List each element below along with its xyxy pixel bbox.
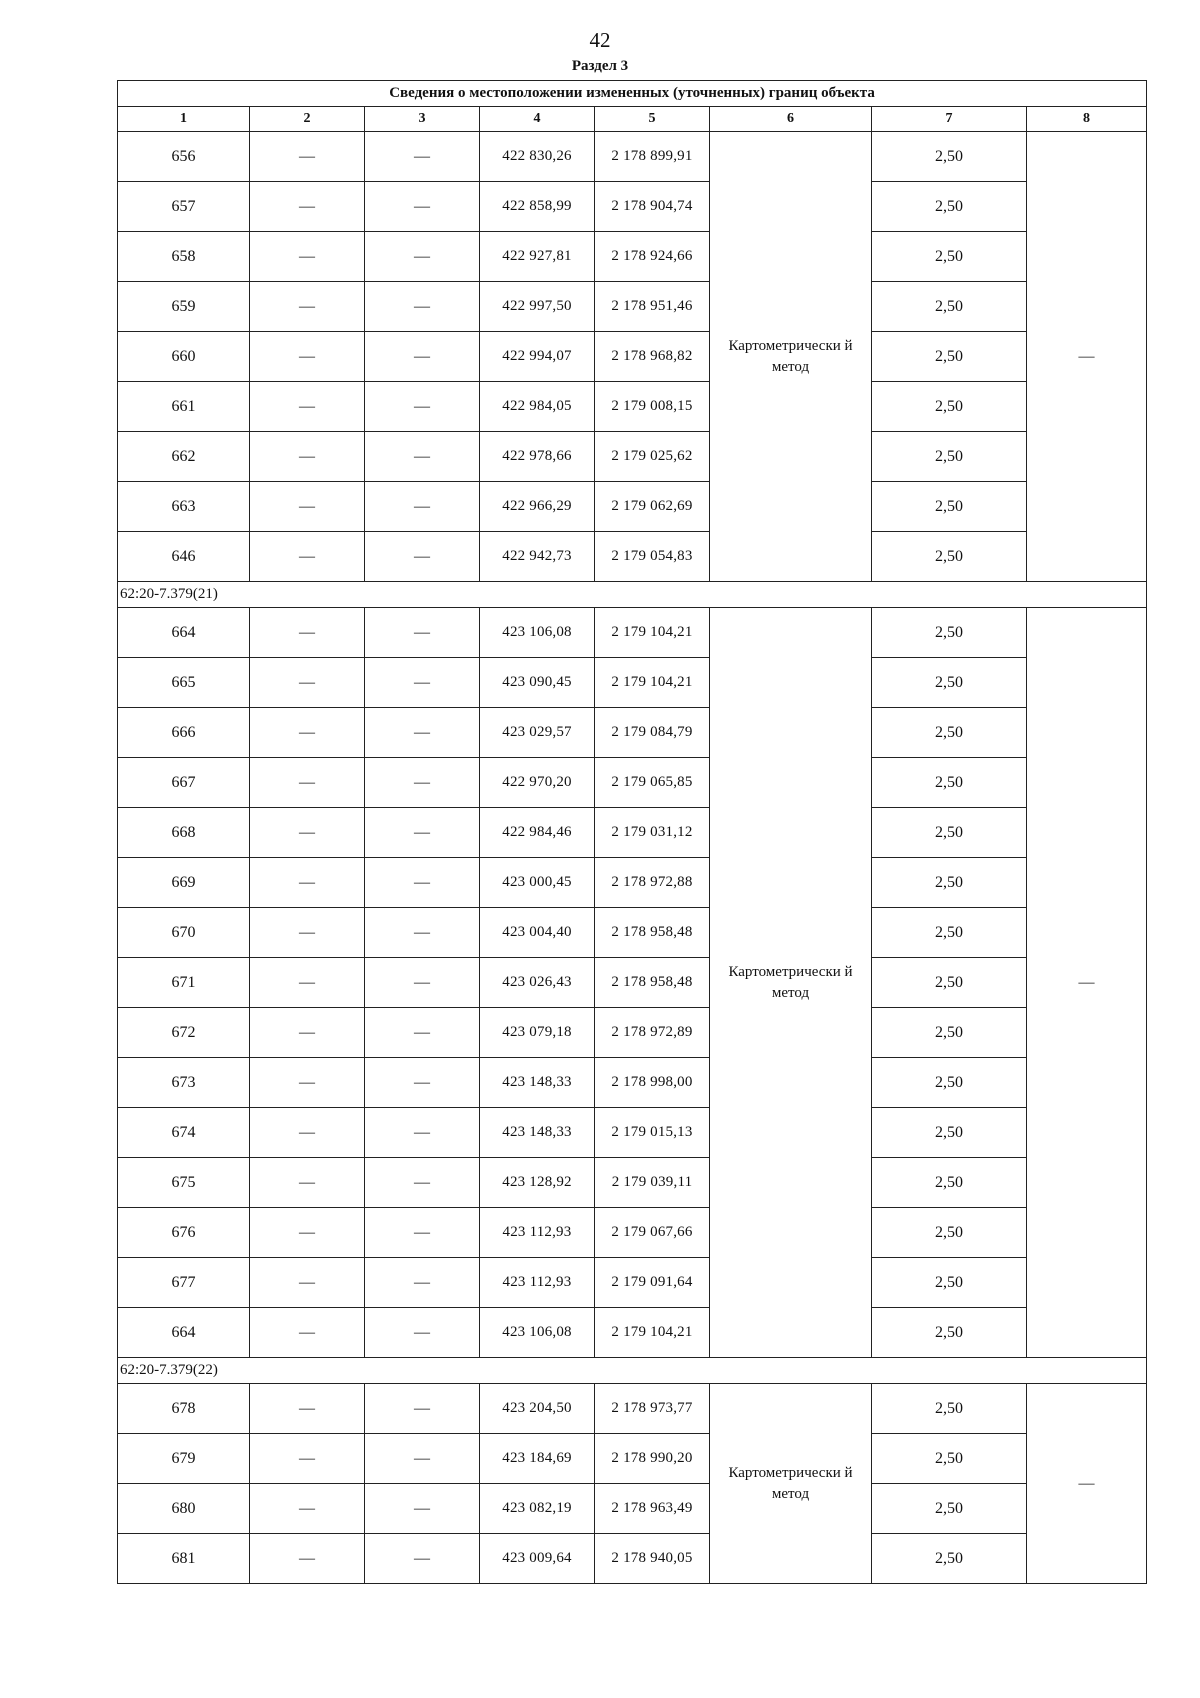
col2-value: — bbox=[250, 908, 365, 958]
point-number: 660 bbox=[118, 332, 250, 382]
col2-value: — bbox=[250, 708, 365, 758]
point-number: 678 bbox=[118, 1384, 250, 1434]
precision-value: 2,50 bbox=[872, 1108, 1027, 1158]
col8-value: — bbox=[1027, 1384, 1147, 1584]
precision-value: 2,50 bbox=[872, 1058, 1027, 1108]
table-row bbox=[118, 1258, 1147, 1308]
x-coordinate: 423 090,45 bbox=[480, 658, 595, 708]
point-number: 667 bbox=[118, 758, 250, 808]
col2-value: — bbox=[250, 1258, 365, 1308]
table-row bbox=[118, 1158, 1147, 1208]
col2-value: — bbox=[250, 1108, 365, 1158]
x-coordinate: 422 858,99 bbox=[480, 182, 595, 232]
col2-value: — bbox=[250, 132, 365, 182]
y-coordinate: 2 178 972,88 bbox=[595, 858, 710, 908]
precision-value: 2,50 bbox=[872, 332, 1027, 382]
y-coordinate: 2 178 968,82 bbox=[595, 332, 710, 382]
col3-value: — bbox=[365, 758, 480, 808]
x-coordinate: 423 204,50 bbox=[480, 1384, 595, 1434]
table-row bbox=[118, 1108, 1147, 1158]
table-row bbox=[118, 482, 1147, 532]
table-row bbox=[118, 808, 1147, 858]
table-row bbox=[118, 432, 1147, 482]
point-number: 666 bbox=[118, 708, 250, 758]
col2-value: — bbox=[250, 282, 365, 332]
precision-value: 2,50 bbox=[872, 758, 1027, 808]
col2-value: — bbox=[250, 1058, 365, 1108]
table-row bbox=[118, 958, 1147, 1008]
x-coordinate: 422 984,46 bbox=[480, 808, 595, 858]
y-coordinate: 2 178 958,48 bbox=[595, 908, 710, 958]
table-row bbox=[118, 1008, 1147, 1058]
col3-value: — bbox=[365, 808, 480, 858]
y-coordinate: 2 178 940,05 bbox=[595, 1534, 710, 1584]
col2-value: — bbox=[250, 1384, 365, 1434]
col3-value: — bbox=[365, 482, 480, 532]
col2-value: — bbox=[250, 232, 365, 282]
point-number: 671 bbox=[118, 958, 250, 1008]
col3-value: — bbox=[365, 1258, 480, 1308]
table-row bbox=[118, 1434, 1147, 1484]
precision-value: 2,50 bbox=[872, 282, 1027, 332]
x-coordinate: 423 148,33 bbox=[480, 1058, 595, 1108]
col2-value: — bbox=[250, 432, 365, 482]
col2-value: — bbox=[250, 658, 365, 708]
col3-value: — bbox=[365, 1108, 480, 1158]
table-body bbox=[118, 132, 1147, 1584]
point-number: 662 bbox=[118, 432, 250, 482]
section-title: Раздел 3 bbox=[571, 58, 629, 74]
precision-value: 2,50 bbox=[872, 132, 1027, 182]
table-row bbox=[118, 1534, 1147, 1584]
col2-value: — bbox=[250, 332, 365, 382]
y-coordinate: 2 179 067,66 bbox=[595, 1208, 710, 1258]
point-number: 656 bbox=[118, 132, 250, 182]
point-number: 675 bbox=[118, 1158, 250, 1208]
point-number: 664 bbox=[118, 1308, 250, 1358]
point-number: 670 bbox=[118, 908, 250, 958]
point-number: 677 bbox=[118, 1258, 250, 1308]
table-row bbox=[118, 382, 1147, 432]
group-label-row bbox=[118, 582, 1147, 608]
precision-value: 2,50 bbox=[872, 1158, 1027, 1208]
table-row bbox=[118, 1208, 1147, 1258]
page-number: 42 bbox=[589, 28, 611, 52]
precision-value: 2,50 bbox=[872, 958, 1027, 1008]
table-row bbox=[118, 908, 1147, 958]
col3-value: — bbox=[365, 708, 480, 758]
point-number: 659 bbox=[118, 282, 250, 332]
column-header: 2 bbox=[250, 107, 365, 132]
point-number: 672 bbox=[118, 1008, 250, 1058]
x-coordinate: 423 112,93 bbox=[480, 1258, 595, 1308]
y-coordinate: 2 178 904,74 bbox=[595, 182, 710, 232]
y-coordinate: 2 179 084,79 bbox=[595, 708, 710, 758]
x-coordinate: 423 026,43 bbox=[480, 958, 595, 1008]
y-coordinate: 2 179 104,21 bbox=[595, 608, 710, 658]
precision-value: 2,50 bbox=[872, 608, 1027, 658]
col3-value: — bbox=[365, 1534, 480, 1584]
col2-value: — bbox=[250, 182, 365, 232]
table-row bbox=[118, 1308, 1147, 1358]
table-row bbox=[118, 332, 1147, 382]
col3-value: — bbox=[365, 182, 480, 232]
col3-value: — bbox=[365, 658, 480, 708]
col3-value: — bbox=[365, 1384, 480, 1434]
col3-value: — bbox=[365, 1008, 480, 1058]
x-coordinate: 422 984,05 bbox=[480, 382, 595, 432]
table-row bbox=[118, 758, 1147, 808]
col3-value: — bbox=[365, 858, 480, 908]
precision-value: 2,50 bbox=[872, 808, 1027, 858]
col2-value: — bbox=[250, 1158, 365, 1208]
point-number: 663 bbox=[118, 482, 250, 532]
precision-value: 2,50 bbox=[872, 232, 1027, 282]
table-caption: Сведения о местоположении измененных (уточненных) границ объекта bbox=[118, 81, 1147, 107]
method-cell: Картометрически й метод bbox=[710, 1384, 872, 1584]
x-coordinate: 422 927,81 bbox=[480, 232, 595, 282]
y-coordinate: 2 178 924,66 bbox=[595, 232, 710, 282]
table-row bbox=[118, 282, 1147, 332]
col2-value: — bbox=[250, 1484, 365, 1534]
col3-value: — bbox=[365, 332, 480, 382]
precision-value: 2,50 bbox=[872, 1434, 1027, 1484]
point-number: 646 bbox=[118, 532, 250, 582]
col3-value: — bbox=[365, 232, 480, 282]
x-coordinate: 423 079,18 bbox=[480, 1008, 595, 1058]
col3-value: — bbox=[365, 608, 480, 658]
column-header: 5 bbox=[595, 107, 710, 132]
y-coordinate: 2 179 065,85 bbox=[595, 758, 710, 808]
precision-value: 2,50 bbox=[872, 658, 1027, 708]
y-coordinate: 2 179 054,83 bbox=[595, 532, 710, 582]
table-row bbox=[118, 658, 1147, 708]
col3-value: — bbox=[365, 132, 480, 182]
point-number: 680 bbox=[118, 1484, 250, 1534]
precision-value: 2,50 bbox=[872, 482, 1027, 532]
y-coordinate: 2 178 990,20 bbox=[595, 1434, 710, 1484]
group-label: 62:20-7.379(22) bbox=[118, 1358, 1147, 1384]
table-row bbox=[118, 608, 1147, 658]
table-row bbox=[118, 1384, 1147, 1434]
x-coordinate: 422 994,07 bbox=[480, 332, 595, 382]
y-coordinate: 2 178 899,91 bbox=[595, 132, 710, 182]
x-coordinate: 422 997,50 bbox=[480, 282, 595, 332]
point-number: 676 bbox=[118, 1208, 250, 1258]
x-coordinate: 423 029,57 bbox=[480, 708, 595, 758]
col3-value: — bbox=[365, 432, 480, 482]
x-coordinate: 423 184,69 bbox=[480, 1434, 595, 1484]
method-cell: Картометрически й метод bbox=[710, 132, 872, 582]
y-coordinate: 2 178 998,00 bbox=[595, 1058, 710, 1108]
precision-value: 2,50 bbox=[872, 908, 1027, 958]
precision-value: 2,50 bbox=[872, 1534, 1027, 1584]
y-coordinate: 2 178 958,48 bbox=[595, 958, 710, 1008]
col3-value: — bbox=[365, 1484, 480, 1534]
table-row bbox=[118, 1058, 1147, 1108]
y-coordinate: 2 178 951,46 bbox=[595, 282, 710, 332]
col2-value: — bbox=[250, 958, 365, 1008]
table-row bbox=[118, 132, 1147, 182]
x-coordinate: 423 128,92 bbox=[480, 1158, 595, 1208]
point-number: 679 bbox=[118, 1434, 250, 1484]
precision-value: 2,50 bbox=[872, 432, 1027, 482]
precision-value: 2,50 bbox=[872, 382, 1027, 432]
table-row bbox=[118, 1484, 1147, 1534]
col3-value: — bbox=[365, 532, 480, 582]
x-coordinate: 423 000,45 bbox=[480, 858, 595, 908]
col2-value: — bbox=[250, 482, 365, 532]
y-coordinate: 2 178 973,77 bbox=[595, 1384, 710, 1434]
x-coordinate: 422 942,73 bbox=[480, 532, 595, 582]
table-row bbox=[118, 532, 1147, 582]
x-coordinate: 423 106,08 bbox=[480, 1308, 595, 1358]
y-coordinate: 2 179 025,62 bbox=[595, 432, 710, 482]
table-row bbox=[118, 858, 1147, 908]
precision-value: 2,50 bbox=[872, 532, 1027, 582]
point-number: 673 bbox=[118, 1058, 250, 1108]
precision-value: 2,50 bbox=[872, 1484, 1027, 1534]
col3-value: — bbox=[365, 1058, 480, 1108]
col2-value: — bbox=[250, 1208, 365, 1258]
point-number: 658 bbox=[118, 232, 250, 282]
y-coordinate: 2 179 031,12 bbox=[595, 808, 710, 858]
col8-value: — bbox=[1027, 132, 1147, 582]
col2-value: — bbox=[250, 382, 365, 432]
col2-value: — bbox=[250, 532, 365, 582]
col2-value: — bbox=[250, 808, 365, 858]
col2-value: — bbox=[250, 608, 365, 658]
group-label-row bbox=[118, 1358, 1147, 1384]
x-coordinate: 423 112,93 bbox=[480, 1208, 595, 1258]
point-number: 661 bbox=[118, 382, 250, 432]
x-coordinate: 423 009,64 bbox=[480, 1534, 595, 1584]
precision-value: 2,50 bbox=[872, 708, 1027, 758]
x-coordinate: 423 106,08 bbox=[480, 608, 595, 658]
y-coordinate: 2 178 963,49 bbox=[595, 1484, 710, 1534]
column-header: 6 bbox=[710, 107, 872, 132]
x-coordinate: 423 148,33 bbox=[480, 1108, 595, 1158]
col2-value: — bbox=[250, 1434, 365, 1484]
x-coordinate: 423 004,40 bbox=[480, 908, 595, 958]
col8-value: — bbox=[1027, 608, 1147, 1358]
group-label: 62:20-7.379(21) bbox=[118, 582, 1147, 608]
col3-value: — bbox=[365, 1208, 480, 1258]
precision-value: 2,50 bbox=[872, 1384, 1027, 1434]
x-coordinate: 422 978,66 bbox=[480, 432, 595, 482]
col3-value: — bbox=[365, 282, 480, 332]
x-coordinate: 422 970,20 bbox=[480, 758, 595, 808]
y-coordinate: 2 179 062,69 bbox=[595, 482, 710, 532]
precision-value: 2,50 bbox=[872, 1208, 1027, 1258]
y-coordinate: 2 179 104,21 bbox=[595, 1308, 710, 1358]
col3-value: — bbox=[365, 908, 480, 958]
precision-value: 2,50 bbox=[872, 1308, 1027, 1358]
point-number: 668 bbox=[118, 808, 250, 858]
column-header: 8 bbox=[1027, 107, 1147, 132]
col2-value: — bbox=[250, 858, 365, 908]
point-number: 681 bbox=[118, 1534, 250, 1584]
column-header: 4 bbox=[480, 107, 595, 132]
col2-value: — bbox=[250, 1534, 365, 1584]
col3-value: — bbox=[365, 1434, 480, 1484]
y-coordinate: 2 179 091,64 bbox=[595, 1258, 710, 1308]
point-number: 674 bbox=[118, 1108, 250, 1158]
x-coordinate: 422 966,29 bbox=[480, 482, 595, 532]
col2-value: — bbox=[250, 758, 365, 808]
x-coordinate: 422 830,26 bbox=[480, 132, 595, 182]
precision-value: 2,50 bbox=[872, 1258, 1027, 1308]
y-coordinate: 2 179 104,21 bbox=[595, 658, 710, 708]
y-coordinate: 2 178 972,89 bbox=[595, 1008, 710, 1058]
point-number: 657 bbox=[118, 182, 250, 232]
table-row bbox=[118, 182, 1147, 232]
point-number: 665 bbox=[118, 658, 250, 708]
column-number-row bbox=[118, 107, 1147, 132]
point-number: 669 bbox=[118, 858, 250, 908]
col2-value: — bbox=[250, 1008, 365, 1058]
y-coordinate: 2 179 008,15 bbox=[595, 382, 710, 432]
col3-value: — bbox=[365, 958, 480, 1008]
col3-value: — bbox=[365, 1158, 480, 1208]
coordinates-table bbox=[117, 80, 1147, 1584]
column-header: 3 bbox=[365, 107, 480, 132]
column-header: 1 bbox=[118, 107, 250, 132]
table-row bbox=[118, 232, 1147, 282]
col2-value: — bbox=[250, 1308, 365, 1358]
column-header: 7 bbox=[872, 107, 1027, 132]
precision-value: 2,50 bbox=[872, 1008, 1027, 1058]
precision-value: 2,50 bbox=[872, 182, 1027, 232]
x-coordinate: 423 082,19 bbox=[480, 1484, 595, 1534]
table-row bbox=[118, 708, 1147, 758]
precision-value: 2,50 bbox=[872, 858, 1027, 908]
point-number: 664 bbox=[118, 608, 250, 658]
method-cell: Картометрически й метод bbox=[710, 608, 872, 1358]
y-coordinate: 2 179 015,13 bbox=[595, 1108, 710, 1158]
y-coordinate: 2 179 039,11 bbox=[595, 1158, 710, 1208]
col3-value: — bbox=[365, 1308, 480, 1358]
col3-value: — bbox=[365, 382, 480, 432]
